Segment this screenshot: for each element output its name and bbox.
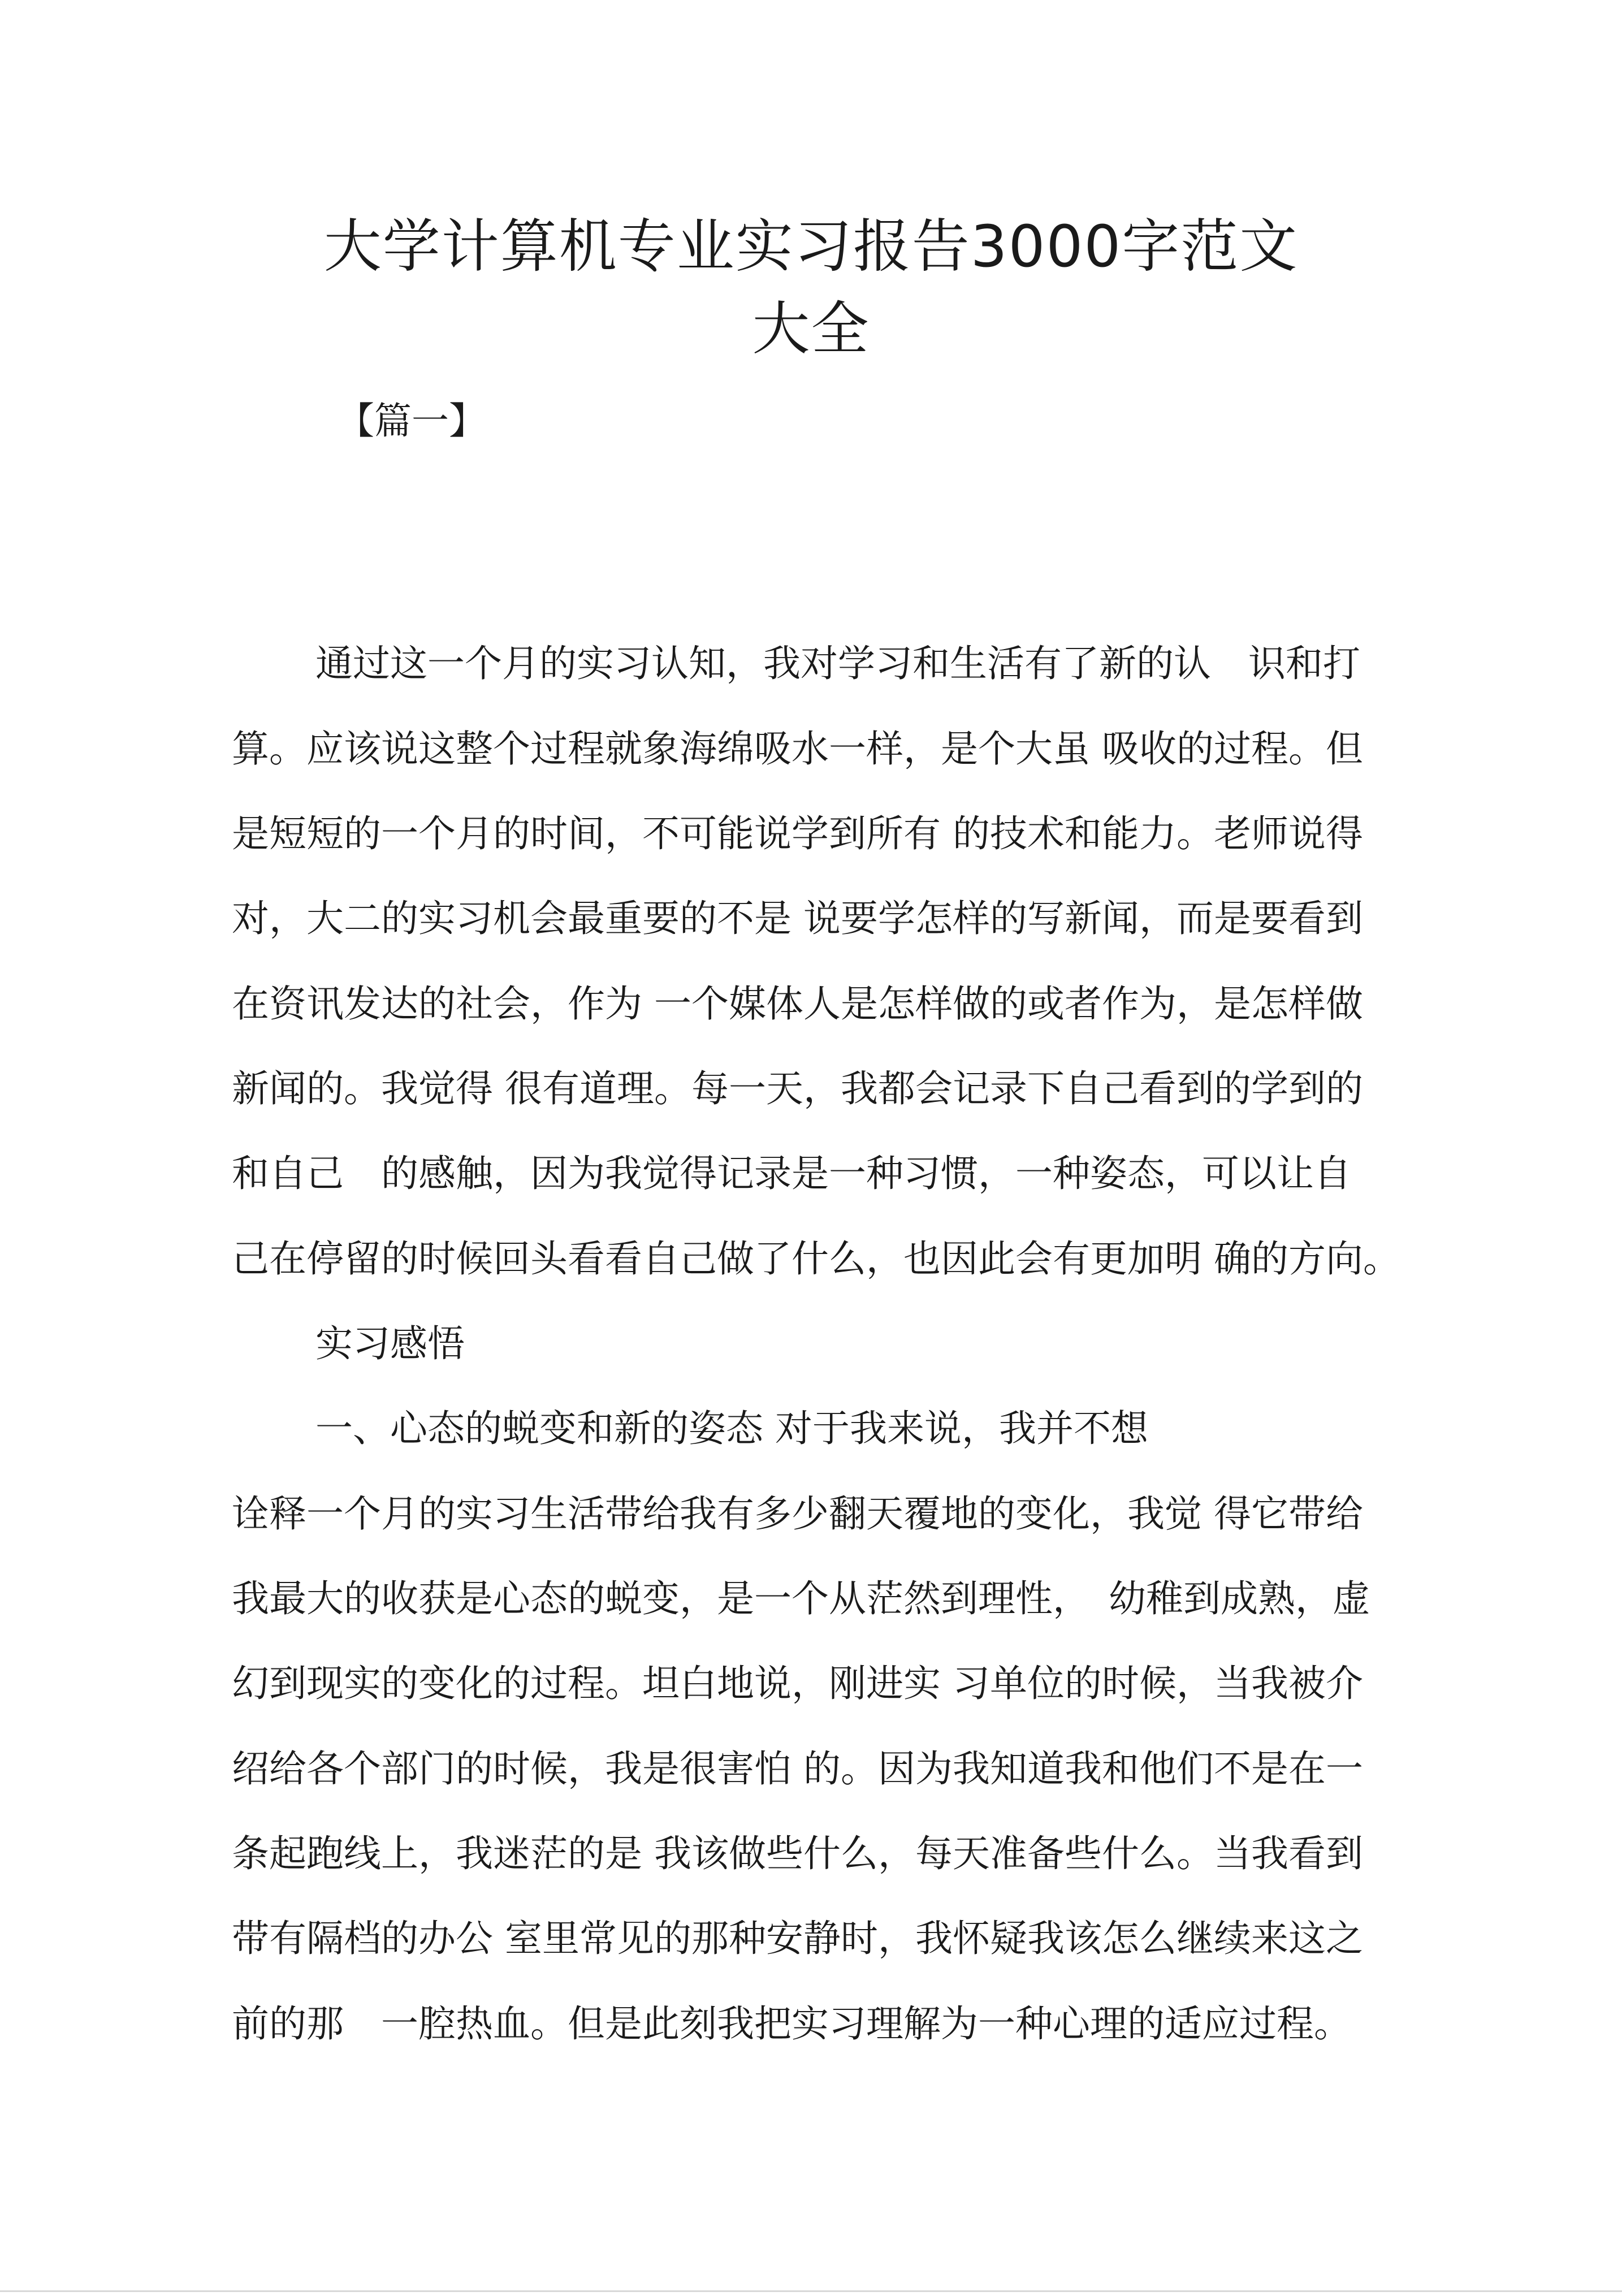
body-line: 绍给各个部门的时候，我是很害怕 的。因为我知道我和他们不是在一 bbox=[232, 1747, 1363, 1791]
page-bottom-divider bbox=[0, 2290, 1622, 2292]
document-title-line-2: 大全 bbox=[752, 296, 870, 363]
body-line: 通过这一个月的实习认知，我对学习和生活有了新的认 识和打 bbox=[315, 642, 1360, 685]
body-line: 在资讯发达的社会，作为 一个媒体人是怎样做的或者作为，是怎样做 bbox=[232, 982, 1363, 1026]
body-line: 是短短的一个月的时间，不可能说学到所有 的技术和能力。老师说得 bbox=[232, 812, 1363, 855]
body-line: 一、心态的蜕变和新的姿态 对于我来说，我并不想 bbox=[315, 1407, 1148, 1450]
body-line: 算。应该说这整个过程就象海绵吸水一样，是个大虽 吸收的过程。但 bbox=[232, 727, 1363, 771]
body-line: 条起跑线上，我迷茫的是 我该做些什么，每天准备些什么。当我看到 bbox=[232, 1832, 1363, 1875]
body-line: 我最大的收获是心态的蜕变，是一个从茫然到理性， 幼稚到成熟，虚 bbox=[232, 1577, 1370, 1620]
body-line: 己在停留的时候回头看看自己做了什么，也因此会有更加明 确的方向。 bbox=[232, 1237, 1400, 1281]
subheading-line: 实习感悟 bbox=[315, 1322, 465, 1365]
body-line: 前的那 一腔热血。但是此刻我把实习理解为一种心理的适应过程。 bbox=[232, 2002, 1351, 2046]
section-label: 【篇一】 bbox=[337, 399, 486, 443]
body-line: 新闻的。我觉得 很有道理。每一天，我都会记录下自己看到的学到的 bbox=[232, 1067, 1363, 1110]
body-line: 带有隔档的办公 室里常见的那种安静时，我怀疑我该怎么继续来这之 bbox=[232, 1917, 1363, 1960]
body-line: 诠释一个月的实习生活带给我有多少翻天覆地的变化，我觉 得它带给 bbox=[232, 1492, 1363, 1536]
body-line: 和自己 的感触，因为我觉得记录是一种习惯，一种姿态，可以让自 bbox=[232, 1152, 1351, 1195]
document-title-line-1: 大学计算机专业实习报告3000字范文 bbox=[323, 213, 1299, 280]
body-line: 对，大二的实习机会最重要的不是 说要学怎样的写新闻，而是要看到 bbox=[232, 897, 1363, 940]
body-line: 幻到现实的变化的过程。坦白地说，刚进实 习单位的时候，当我被介 bbox=[232, 1662, 1363, 1705]
